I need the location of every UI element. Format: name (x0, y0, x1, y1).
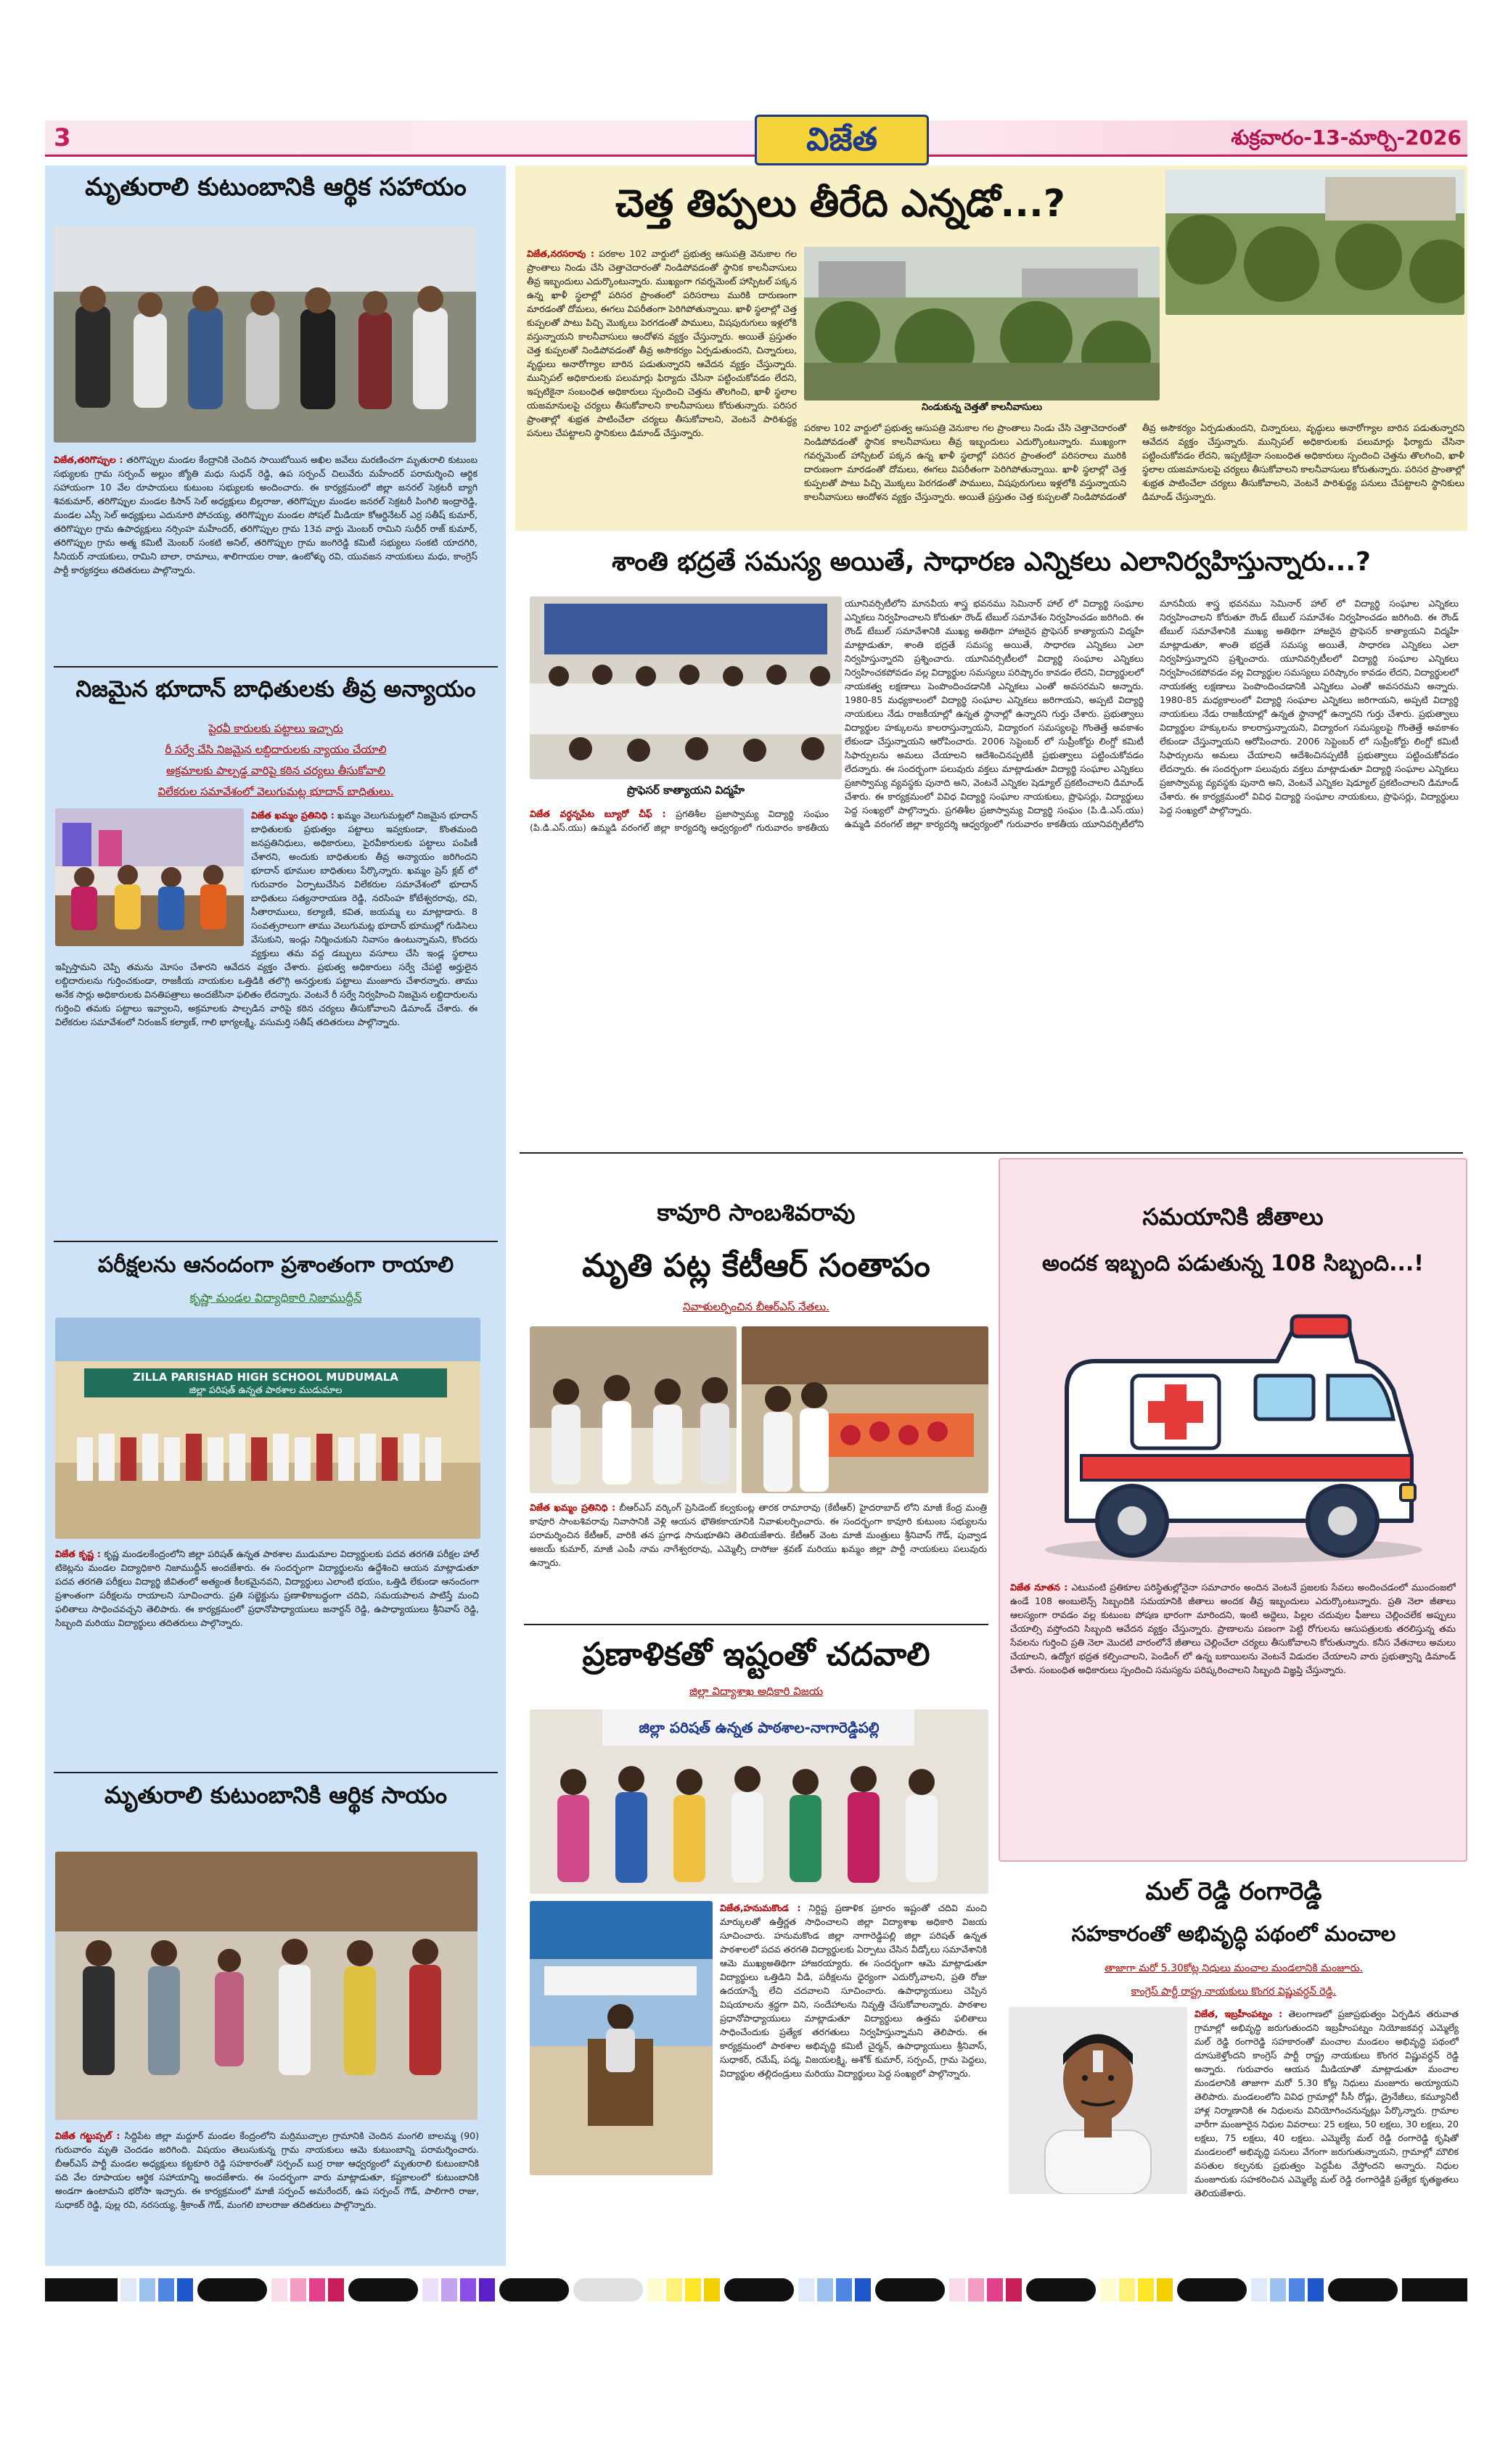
article1-byline: విజేత,తరిగొప్పుల : (54, 454, 123, 465)
masthead-logo (755, 115, 929, 165)
article4-text: సిద్దిపేట జిల్లా మద్దూర్ మండల కేంద్రంలోని మర్రిముచ్చాల గ్రామానికి చెందిన మంగలి బాలమ్మ (90) గురువారం మృతి చెందడం జరిగింది. విషయం తెలుసుకున్న గ్రామ నాయకులు ఆమె కుటుంబాన్ని పరామర్శించారు. బీఆర్ఎస్ పార్టీ మండల అధ్యక్షులు కట్టకూరి రెడ్డి సహకారంతో సర్పంచ్ బుర్ర రాజు ఆధ్వర్యంలో మృతురాలి కుటుంబానికి పది వేల రూపాయల ఆర్థిక సహాయాన్ని అందజేశారు. ఈ సందర్భంగా వారు మాట్లాడుతూ, కష్టకాలంలో కుటుంబానికి అండగా ఉంటామని భరోసా ఇచ్చారు. ఈ కార్యక్రమంలో మాజీ సర్పంచ్ అమరేందర్, ఉప సర్పంచ్ గౌడ్, పాలిగారి రాజు, సుధాకర్ రెడ్డి, పుల్ల రవి, నరసయ్య, శ్రీకాంత్ గౌడ్, మంగలి బాలరాజు తదితరులు పాల్గొన్నారు. (55, 2130, 479, 2210)
samayaniki-body (1010, 1580, 1456, 1853)
article3-byline: విజేత కృష్ణ : (55, 1548, 101, 1559)
top-story-photo-caption: నిండుకున్న చెత్తతో కాలనీవాసులు (921, 402, 1042, 413)
top-story-body-right (804, 421, 1464, 522)
kavuri-photo-left (530, 1326, 737, 1493)
pranalika-banner: జిల్లా పరిషత్ ఉన్నత పాఠశాల-నాగారెడ్డిపల్లి (639, 1719, 880, 1736)
article3-headline: పరీక్షలను ఆనందంగా ప్రశాంతంగా రాయాలి (97, 1252, 454, 1278)
kavuri-body (530, 1500, 987, 1619)
kavuri-text: బీఆర్ఎస్ వర్కింగ్ ప్రెసిడెంట్ కల్వకుంట్ల తారక రామారావు (కేటీఆర్) హైదరాబాద్ లోని మాజీ కేంద్ర మంత్రి కావూరి సాంబశివరావు నివాసానికి వెళ్లి ఆయన భౌతికకాయానికి నివాళులర్పించారు. ఈ సందర్భంగా కావూరి కుటుంబ సభ్యులను పరామర్శించిన కేటీఆర్, వారికి తన ప్రగాఢ సానుభూతిని తెలియజేశారు. కేటీఆర్ వెంట మాజీ మంత్రులు శ్రీనివాస్ గౌడ్, పువ్వాడ అజయ్ కుమార్, మాజీ ఎంపీ నామ నాగేశ్వరరావు, ఎమ్మెల్సీ దాసోజు శ్రవణ్ మరియు ఖమ్మం జిల్లా పార్టీ నాయకులు పలువురు ఉన్నారు. (530, 1502, 987, 1568)
article2-sub4: విలేకరుల సమావేశంలో వెలుగుమట్ల భూదాన్ బాధితులు. (157, 785, 394, 798)
malreddy-text: తెలంగాణలో ప్రజాప్రభుత్వం ఏర్పడిన తరువాత గ్రామాల్లో అభివృద్ధి జరుగుతుందని ఇబ్రహీంపట్నం నియోజకవర్గ ఎమ్మెల్యే మల్ రెడ్డి రంగారెడ్డి సహకారంతో మంచాల మండలం అభివృద్ధి పథంలో దూసుకెళ్తోందని కాంగ్రెస్ పార్టీ రాష్ట్ర నాయకులు కొంగర విష్ణువర్ధన్ రెడ్డి అన్నారు. గురువారం ఆయన మీడియాతో మాట్లాడుతూ మంచాల మండలానికి తాజాగా మరో 5.30 కోట్ల నిధులు మంజూరు అయ్యాయని తెలిపారు. మండలంలోని వివిధ గ్రామాల్లో సీసీ రోడ్లు, డ్రైనేజీలు, కమ్యూనిటీ హాళ్ల నిర్మాణానికి ఈ నిధులను వినియోగించనున్నట్లు పేర్కొన్నారు. గ్రామాల వారీగా మంజూరైన నిధుల వివరాలు: 25 లక్షలు, 50 లక్షలు, 30 లక్షలు, 20 లక్షలు, 75 లక్షలు, 40 లక్షలు. ఎమ్మెల్యే మల్ రెడ్డి రంగారెడ్డి కృషితో మండలంలో అభివృద్ధి పనులు వేగంగా జరుగుతున్నాయని, గ్రామాల్లో మౌలిక వసతుల కల్పనకు ప్రభుత్వం పెద్దపీట వేస్తోందని అన్నారు. నిధుల మంజూరుకు సహకరించిన ఎమ్మెల్యే మల్ రెడ్డి రంగారెడ్డికి ప్రత్యేక కృతజ్ఞతలు తెలియజేశారు. (1194, 2008, 1459, 2198)
shanti-text: ప్రగతిశీల ప్రజాస్వామ్య విద్యార్థి సంఘం (పి.డి.ఎస్.యు) ఉమ్మడి వరంగల్ జిల్లా కార్యదర్శి ఆధ్వర్యంలో గురువారం కాకతీయ యూనివర్సిటీలోని మానవీయ శాస్త్ర భవనము సెమినార్ హాల్ లో విద్యార్థి సంఘాల ఎన్నికలు నిర్వహించాలని కోరుతూ రౌండ్ టేబుల్ సమావేశం నిర్వహించడం జరిగింది. ఈ రౌండ్ టేబుల్ సమావేశానికి ముఖ్య అతిథిగా హాజరైన ప్రొఫెసర్ కాత్యాయని విద్మహే మాట్లాడుతూ, శాంతి భద్రతే సమస్య అయితే, సాధారణ ఎన్నికలు ఎలా నిర్వహిస్తున్నారని ప్రశ్నించారు. యూనివర్సిటీలలో విద్యార్థి సంఘాల ఎన్నికలు నిర్వహించకపోవడం వల్ల విద్యార్థుల సమస్యలు పరిష్కారం కావడం లేదని, విద్యార్థులలో నాయకత్వ లక్షణాలు పెంపొందించడానికి ఎన్నికలు ఎంతో అవసరమని అన్నారు. 1980-85 మధ్యకాలంలో విద్యార్థి సంఘాల ఎన్నికలు జరిగాయని, అప్పటి విద్యార్థి నాయకులు నేడు రాజకీయాల్లో ఉన్నత స్థానాల్లో ఉన్నారని గుర్తు చేశారు. ప్రభుత్వాలు విద్యార్థుల హక్కులను కాలరాస్తున్నాయని, విద్యారంగ సమస్యలపై గొంతెత్తే అవకాశం లేకుండా చేస్తున్నాయని ఆరోపించారు. 2006 సెప్టెంబర్ లో సుప్రీంకోర్టు లింగ్డో కమిటీ సిఫార్సులను అమలు చేయాలని ఆదేశించినప్పటికీ ప్రభుత్వాలు పట్టించుకోవడం లేదన్నారు. ఈ సందర్భంగా పలువురు వక్తలు మాట్లాడుతూ విద్యార్థి సంఘాల ఎన్నికలు ప్రజాస్వామ్య వ్యవస్థకు పునాది అని, వెంటనే ఎన్నికల షెడ్యూల్ ప్రకటించాలని డిమాండ్ చేశారు. ఈ కార్యక్రమంలో వివిధ విద్యార్థి సంఘాల నాయకులు, ప్రొఫెసర్లు, విద్యార్థులు పెద్ద సంఖ్యలో పాల్గొన్నారు. (530, 598, 1144, 833)
kavuri-byline: విజేత ఖమ్మం ప్రతినిధి : (530, 1502, 615, 1513)
article3-photo (55, 1318, 480, 1539)
article3-text: కృష్ణ మండలకేంద్రంలోని జిల్లా పరిషత్ ఉన్నత పాఠశాల ముడుమాల విద్యార్థులకు పదవ తరగతి పరీక్షల హాల్ టికెట్లను మండల విద్యాధికారి నిజాముద్దీన్ అందజేశారు. ఈ సందర్భంగా విద్యార్థులను ఉద్దేశించి ఆయన మాట్లాడుతూ పదవ తరగతి పరీక్షలు విద్యార్థి జీవితంలో అత్యంత కీలకమైనవని, విద్యార్థులు ఎలాంటి భయం, ఒత్తిడి లేకుండా ఆనందంగా ప్రశాంతంగా పరీక్షలను రాయాలని సూచించారు. ప్రతి సబ్జెక్టును ప్రణాళికాబద్ధంగా చదివి, సమయపాలన పాటిస్తే మంచి ఫలితాలు సాధించవచ్చని తెలిపారు. ఈ కార్యక్రమంలో ప్రధానోపాధ్యాయులు జనార్ధన్ రెడ్డి, ఉపాధ్యాయులు శ్రీనివాస్ రెడ్డి, సిబ్బంది మరియు విద్యార్థులు తదితరులు పాల్గొన్నారు. (55, 1548, 479, 1628)
kavuri-photo-right (742, 1326, 988, 1493)
article1-photo (54, 226, 476, 443)
divider (54, 1241, 498, 1242)
samayaniki-byline: విజేత నూతన : (1010, 1582, 1068, 1593)
top-story-text-cont: పరకాల 102 వార్డులో ప్రభుత్వ ఆసుపత్రి వెనుకాల గల ప్రాంతాలు నిండు చేసి చెత్తాచెదారంతో నిండిపోవడంతో స్థానిక కాలనీవాసులు తీవ్ర ఇబ్బందులు ఎదుర్కొంటున్నారు. ముఖ్యంగా గవర్నమెంట్ హాస్పిటల్ పక్కన ఉన్న ఖాళీ స్థలాల్లో పరిసర ప్రాంతంలో పరిసరాలు మురికి దారుణంగా మారడంతో దోమలు, ఈగలు విపరీతంగా పెరిగిపోతున్నాయి. ఖాళీ స్థలాల్లో చెత్త కుప్పలతో పాటు పిచ్చి మొక్కలు పెరగడంతో పాములు, విషపురుగులు ఇళ్లలోకి వస్తున్నాయని కాలనీవాసులు ఆందోళన వ్యక్తం చేస్తున్నారు. అయితే ప్రస్తుతం చెత్త కుప్పలతో నిండిపోవడంతో తీవ్ర అసౌకర్యం ఏర్పడుతుందని, చిన్నారులు, వృద్ధులు అనారోగ్యాల బారిన పడుతున్నారని ఆవేదన వ్యక్తం చేస్తున్నారు. మున్సిపల్ అధికారులకు పలుమార్లు ఫిర్యాదు చేసినా పట్టించుకోవడం లేదని, ఇప్పటికైనా సంబంధిత అధికారులు స్పందించి చెత్తను తొలగించి, ఖాళీ స్థలాల యజమానులపై చర్యలు తీసుకోవాలని కాలనీవాసులు కోరుతున్నారు. పరిసర ప్రాంతాల్లో శుభ్రత పాటించేలా చర్యలు తీసుకోవాలని, వెంటనే పారిశుద్ధ్య పనులు చేపట్టాలని స్థానికులు డిమాండ్ చేస్తున్నారు. (804, 422, 1464, 502)
kavuri-kicker: కావూరి సాంబశివరావు (657, 1199, 856, 1226)
school-sign-te: జిల్లా పరిషత్ ఉన్నత పాఠశాల ముడుమాల (189, 1385, 343, 1396)
top-story-byline: విజేత,నరసరావు : (527, 248, 594, 259)
kavuri-sub: నివాళులర్పించిన బీఆర్ఎస్ నేతలు. (683, 1300, 829, 1313)
article1-body (54, 453, 478, 663)
ambulance-illustration (1016, 1303, 1451, 1572)
pranalika-body (720, 1901, 987, 2264)
photo-spacer (1009, 2007, 1194, 2197)
article3-body (55, 1547, 479, 1769)
top-story-photo-left (804, 247, 1160, 401)
photo-spacer (55, 808, 251, 950)
kavuri-headline: మృతి పట్ల కేటీఆర్ సంతాపం (582, 1247, 930, 1284)
article2-body (55, 808, 478, 1236)
shanti-byline: విజేత వర్ధన్నపేట బ్యూరో చీఫ్ : (530, 808, 666, 819)
article2-subheads (58, 718, 493, 804)
malreddy-sub2: కాంగ్రెస్ పార్టీ రాష్ట్ర నాయకులు కొంగర విష్ణువర్ధన్ రెడ్డి. (1131, 1986, 1337, 1997)
article2-headline: నిజమైన భూదాన్ బాధితులకు తీవ్ర అన్యాయం (75, 676, 476, 702)
shanti-photo-caption: ప్రొఫెసర్ కాత్యాయని విద్మహే (626, 784, 745, 797)
samayaniki-kicker: సమయానికి జీతాలు (1142, 1203, 1324, 1231)
article2-sub3: అక్రమాలకు పాల్పడ్డ వారిపై కఠిన చర్యలు తీసుకోవాలి (166, 764, 385, 777)
pranalika-byline: విజేత,హనుమకొండ : (720, 1902, 801, 1913)
malreddy-byline: విజేత, ఇబ్రహీంపట్నం : (1194, 2008, 1282, 2019)
malreddy-headline-line1: మల్ రెడ్డి రంగారెడ్డి (1145, 1877, 1322, 1906)
header-date: శుక్రవారం-13-మార్చి-2026 (1231, 126, 1462, 149)
malreddy-sub1: తాజాగా మరో 5.30కోట్ల నిధులు మంచాల మండలానికి మంజూరు. (1104, 1963, 1364, 1974)
shanti-text-cont: ప్రగతిశీల ప్రజాస్వామ్య విద్యార్థి సంఘం (పి.డి.ఎస్.యు) ఉమ్మడి వరంగల్ జిల్లా కార్యదర్శి ఆధ్వర్యంలో గురువారం కాకతీయ యూనివర్సిటీలోని మానవీయ శాస్త్ర భవనము సెమినార్ హాల్ లో విద్యార్థి సంఘాల ఎన్నికలు నిర్వహించాలని కోరుతూ రౌండ్ టేబుల్ సమావేశం నిర్వహించడం జరిగింది. ఈ రౌండ్ టేబుల్ సమావేశానికి ముఖ్య అతిథిగా హాజరైన ప్రొఫెసర్ కాత్యాయని విద్మహే మాట్లాడుతూ, శాంతి భద్రతే సమస్య అయితే, సాధారణ ఎన్నికలు ఎలా నిర్వహిస్తున్నారని ప్రశ్నించారు. యూనివర్సిటీలలో విద్యార్థి సంఘాల ఎన్నికలు నిర్వహించకపోవడం వల్ల విద్యార్థుల సమస్యలు పరిష్కారం కావడం లేదని, విద్యార్థులలో నాయకత్వ లక్షణాలు పెంపొందించడానికి ఎన్నికలు ఎంతో అవసరమని అన్నారు. 1980-85 మధ్యకాలంలో విద్యార్థి సంఘాల ఎన్నికలు జరిగాయని, అప్పటి విద్యార్థి నాయకులు నేడు రాజకీయాల్లో ఉన్నత స్థానాల్లో ఉన్నారని గుర్తు చేశారు. ప్రభుత్వాలు విద్యార్థుల హక్కులను కాలరాస్తున్నాయని, విద్యారంగ సమస్యలపై గొంతెత్తే అవకాశం లేకుండా చేస్తున్నాయని ఆరోపించారు. 2006 సెప్టెంబర్ లో సుప్రీంకోర్టు లింగ్డో కమిటీ సిఫార్సులను అమలు చేయాలని ఆదేశించినప్పటికీ ప్రభుత్వాలు పట్టించుకోవడం లేదన్నారు. ఈ సందర్భంగా పలువురు వక్తలు మాట్లాడుతూ విద్యార్థి సంఘాల ఎన్నికలు ప్రజాస్వామ్య వ్యవస్థకు పునాది అని, వెంటనే ఎన్నికల షెడ్యూల్ ప్రకటించాలని డిమాండ్ చేశారు. ఈ కార్యక్రమంలో వివిధ విద్యార్థి సంఘాల నాయకులు, ప్రొఫెసర్లు, విద్యార్థులు పెద్ద సంఖ్యలో పాల్గొన్నారు. (845, 598, 1459, 829)
pranalika-photo-bottom (530, 1901, 713, 2175)
article4-photo (55, 1852, 478, 2120)
samayaniki-text: ఎటువంటి ప్రతికూల పరిస్థితుల్లోనైనా సమాచారం అందిన వెంటనే ప్రజలకు సేవలు అందించడంలో ముందంజలో ఉండే 108 అంబులెన్స్ సిబ్బందికి సమయానికి జీతాలు అందక తీవ్ర ఇబ్బందులు ఎదుర్కొంటున్నారు. ప్రతి నెలా జీతాలు ఆలస్యంగా రావడం వల్ల కుటుంబ పోషణ భారంగా మారిందని, ఇంటి అద్దెలు, పిల్లల చదువుల ఫీజులు చెల్లించలేక అప్పులు చేయాల్సి వస్తోందని సిబ్బంది ఆవేదన వ్యక్తం చేస్తున్నారు. ప్రాణాలను పణంగా పెట్టి రోగులను ఆసుపత్రులకు తరలిస్తున్న తమ సేవలను గుర్తించి ప్రతి నెలా మొదటి వారంలోనే జీతాలు చెల్లించేలా చర్యలు తీసుకోవాలని కోరుతున్నారు. కనీస వేతనాలు అమలు చేయాలని, ఉద్యోగ భద్రత కల్పించాలని, పెండింగ్ లో ఉన్న బకాయిలను వెంటనే విడుదల చేయాలని వారు ప్రభుత్వాన్ని డిమాండ్ చేశారు. సంబంధిత అధికారులు స్పందించి సమస్యను పరిష్కరించాలని సిబ్బంది విజ్ఞప్తి చేస్తున్నారు. (1010, 1582, 1456, 1675)
shanti-headline: శాంతి భద్రతే సమస్య అయితే, సాధారణ ఎన్నికలు ఎలానిర్వహిస్తున్నారు...? (612, 547, 1371, 577)
article4-headline: మృతురాలి కుటుంబానికి ఆర్థిక సాయం (104, 1781, 448, 1809)
article2-sub1: పైరవీ కారులకు పట్టాలు ఇచ్చారు (208, 722, 343, 735)
malreddy-body (1009, 2007, 1459, 2264)
school-sign-en: ZILLA PARISHAD HIGH SCHOOL MUDUMALA (133, 1371, 398, 1384)
divider (54, 1772, 498, 1773)
article3-sub: కృష్ణా మండల విద్యాధికారి నిజాముద్దీన్ (189, 1291, 362, 1305)
article2-byline: విజేత ఖమ్మం ప్రతినిధి : (251, 810, 335, 821)
malreddy-headline-line2: సహకారంతో అభివృద్ధి పథంలో మంచాల (1071, 1921, 1396, 1946)
top-story-text: పరకాల 102 వార్డులో ప్రభుత్వ ఆసుపత్రి వెనుకాల గల ప్రాంతాలు నిండు చేసి చెత్తాచెదారంతో నిండిపోవడంతో స్థానిక కాలనీవాసులు తీవ్ర ఇబ్బందులు ఎదుర్కొంటున్నారు. ముఖ్యంగా గవర్నమెంట్ హాస్పిటల్ పక్కన ఉన్న ఖాళీ స్థలాల్లో పరిసర ప్రాంతంలో పరిసరాలు మురికి దారుణంగా మారడంతో దోమలు, ఈగలు విపరీతంగా పెరిగిపోతున్నాయి. ఖాళీ స్థలాల్లో చెత్త కుప్పలతో పాటు పిచ్చి మొక్కలు పెరగడంతో పాములు, విషపురుగులు ఇళ్లలోకి వస్తున్నాయని కాలనీవాసులు ఆందోళన వ్యక్తం చేస్తున్నారు. అయితే ప్రస్తుతం చెత్త కుప్పలతో నిండిపోవడంతో తీవ్ర అసౌకర్యం ఏర్పడుతుందని, చిన్నారులు, వృద్ధులు అనారోగ్యాల బారిన పడుతున్నారని ఆవేదన వ్యక్తం చేస్తున్నారు. మున్సిపల్ అధికారులకు పలుమార్లు ఫిర్యాదు చేసినా పట్టించుకోవడం లేదని, ఇప్పటికైనా సంబంధిత అధికారులు స్పందించి చెత్తను తొలగించి, ఖాళీ స్థలాల యజమానులపై చర్యలు తీసుకోవాలని కాలనీవాసులు కోరుతున్నారు. పరిసర ప్రాంతాల్లో శుభ్రత పాటించేలా చర్యలు తీసుకోవాలని, వెంటనే పారిశుద్ధ్య పనులు చేపట్టాలని స్థానికులు డిమాండ్ చేస్తున్నారు. (527, 248, 797, 438)
top-story-body-left (527, 247, 797, 522)
ambulance-cross (1132, 1376, 1219, 1448)
divider (524, 1624, 988, 1625)
top-story-photo-right (1165, 170, 1464, 315)
page-number: 3 (54, 123, 71, 152)
top-story-headline: చెత్త తిప్పలు తీరేది ఎన్నడో...? (615, 182, 1065, 226)
shanti-body (530, 596, 1459, 1090)
samayaniki-headline: అందక ఇబ్బంది పడుతున్న 108 సిబ్బంది...! (1042, 1251, 1424, 1276)
registration-bar (45, 2278, 1467, 2301)
article2-text: ఖమ్మం వెలుగుమట్లలో నిజమైన భూదాన్ బాధితులకు ప్రభుత్వం పట్టాలు ఇవ్వకుండా, కొంతమంది జనప్రతినిధులు, అధికారులు, పైరవీకారులకు పట్టాలు పంపిణీ చేశారని, అందుకు బాధితులకు తీవ్ర అన్యాయం జరిగిందని భూదాన్ భూముల బాధితులు పేర్కొన్నారు. ఖమ్మం ప్రెస్ క్లబ్ లో గురువారం ఏర్పాటుచేసిన విలేకరుల సమావేశంలో భూదాన్ బాధితులు సత్యనారాయణ రెడ్డి, నరసింహ కోటేశ్వరరావు, రవి, సీతారాములు, కల్యాణి, కవిత, జయమ్మ లు మాట్లాడారు. 8 సంవత్సరాలుగా తాము వెలుగుమట్ల భూదాన్ భూముల్లో గుడిసెలు వేసుకుని, ఇండ్లు నిర్మించుకుని నివాసం ఉంటున్నామని, కొందరు వ్యక్తులు తమ వద్ద డబ్బులు వసూలు చేసి ఇండ్ల స్థలాలు ఇప్పిస్తామని చెప్పి తమను మోసం చేశారని ఆవేదన వ్యక్తం చేశారు. ప్రభుత్వ అధికారులు సర్వే చేపట్టి అర్హులైన లబ్దిదారులను గుర్తించకుండా, రాజకీయ నాయకుల ఒత్తిడికి తలొగ్గి అనర్హులకు పట్టాలు మంజూరు చేశారన్నారు. తాము అనేక సార్లు అధికారులకు వినతిపత్రాలు అందజేసినా ఫలితం లేదన్నారు. వెంటనే రీ సర్వే నిర్వహించి నిజమైన లబ్దిదారులను గుర్తించి తమకు పట్టాలు ఇవ్వాలని, అక్రమాలకు పాల్పడిన వారిపై కఠిన చర్యలు తీసుకోవాలని డిమాండ్ చేశారు. ఈ విలేకరుల సమావేశంలో నిరంజన్ కల్యాణ్, గాలి భాగ్యలక్ష్మి, వసుమర్తి సతీష్ తదితరులు పాల్గొన్నారు. (55, 810, 478, 1027)
divider (520, 1152, 1463, 1154)
pranalika-text: నిర్దిష్ట ప్రణాళిక ప్రకారం ఇష్టంతో చదివి మంచి మార్కులతో ఉత్తీర్ణత సాధించాలని జిల్లా విద్యాశాఖ అధికారి విజయ సూచించారు. హనుమకొండ జిల్లా నాగారెడ్డిపల్లి జిల్లా పరిషత్ ఉన్నత పాఠశాలలో పదవ తరగతి విద్యార్థులకు ఏర్పాటు చేసిన వీడ్కోలు సమావేశానికి ఆమె ముఖ్యఅతిథిగా హాజరయ్యారు. ఈ సందర్భంగా ఆమె మాట్లాడుతూ విద్యార్థులు ఒత్తిడిని వీడి, పరీక్షలను ధైర్యంగా ఎదుర్కోవాలని, ప్రతి రోజు ఉదయాన్నే లేచి చదవాలని సూచించారు. ఉపాధ్యాయులు చెప్పిన విషయాలను శ్రద్ధగా విని, సందేహాలను నివృత్తి చేసుకోవాలన్నారు. పాఠశాల ప్రధానోపాధ్యాయులు మాట్లాడుతూ విద్యార్థులు ఉత్తమ ఫలితాలు సాధించేందుకు ప్రత్యేక తరగతులు నిర్వహిస్తున్నామని తెలిపారు. ఈ కార్యక్రమంలో పాఠశాల అభివృద్ధి కమిటీ చైర్మన్, ఉపాధ్యాయులు శ్రీనివాస్, సుధాకర్, రమేష్, పద్మ, విజయలక్ష్మి, అశోక్ కుమార్, సర్పంచ్, గ్రామ పెద్దలు, విద్యార్థుల తల్లిదండ్రులు మరియు విద్యార్థులు పెద్ద సంఖ్యలో పాల్గొన్నారు. (720, 1902, 987, 2079)
masthead-title: విజేత (806, 121, 877, 158)
article1-headline: మృతురాలి కుటుంబానికి ఆర్థిక సహాయం (85, 173, 467, 202)
article2-sub2: రీ సర్వే చేసి నిజమైన లబ్దిదారులకు న్యాయం చేయాలి (165, 743, 387, 756)
article4-byline: విజేత గట్టుప్పల్ : (55, 2130, 120, 2141)
pranalika-photo-top (530, 1709, 988, 1894)
article4-body (55, 2129, 479, 2264)
pranalika-sub: జిల్లా విద్యాశాఖ అధికారి విజయ (689, 1685, 824, 1698)
divider (54, 666, 498, 668)
photo-spacer (530, 596, 829, 807)
pranalika-headline: ప్రణాళికతో ఇష్టంతో చదవాలి (582, 1636, 930, 1673)
article1-text: తరిగొప్పుల మండల కేంద్రానికి చెందిన సాయిబోయిన అఖిల జవేలు మరణించగా మృతురాలి కుటుంబ సభ్యులకు గ్రామ సర్పంచ్ అల్లుం జ్యోతి మధు సుధన్ రెడ్డి, ఉప సర్పంచ్ చిలువేరు మహేందర్ పరామర్శించి ఆర్థిక సహాయంగా 10 వేల రూపాయలు కుటుంబ సభ్యులకు అందించారు. ఈ కార్యక్రమంలో జిల్లా జనరల్ సెక్రటరీ బ్యాగి శివకుమార్, తరిగొప్పుల మండల కిసాన్ సెల్ అధ్యక్షులు బిల్లరాజు, తరిగొప్పుల మండల జనరల్ సెక్రటరీ పింగిలి ఇంద్రారెడ్డి, మండల ఎస్సీ సెల్ అధ్యక్షులు ఎదునూరి పోచయ్య, తరిగొప్పుల మండల సోషల్ మీడియా కోఆర్డినేటర్ ఎర్ర సతీష్ కుమార్, తరిగొప్పుల గ్రామ ఉపాధ్యక్షులు నర్సింహ మహేందర్, తరిగొప్పుల గ్రామ 13వ వార్డు మెంబర్ రామిని సుధీర్ రాజ్ కుమార్, తరిగొప్పుల గ్రామ అత్మ కమిటీ మెంబర్ సంకటి అనిల్, తరిగొప్పుల గ్రామ జంగిరెడ్డి కమిటీ సభ్యులు సంకటి యాదగిరి, సీనియర్ నాయకులు, రామిని బాలా, రామాలు, శాలిగాయల రాజు, ఉంటోళ్ళు రవి, యువజన నాయకులు మధు, కాంగ్రెస్ పార్టీ కార్యకర్తలు తదితరులు పాల్గొన్నారు. (54, 454, 478, 575)
